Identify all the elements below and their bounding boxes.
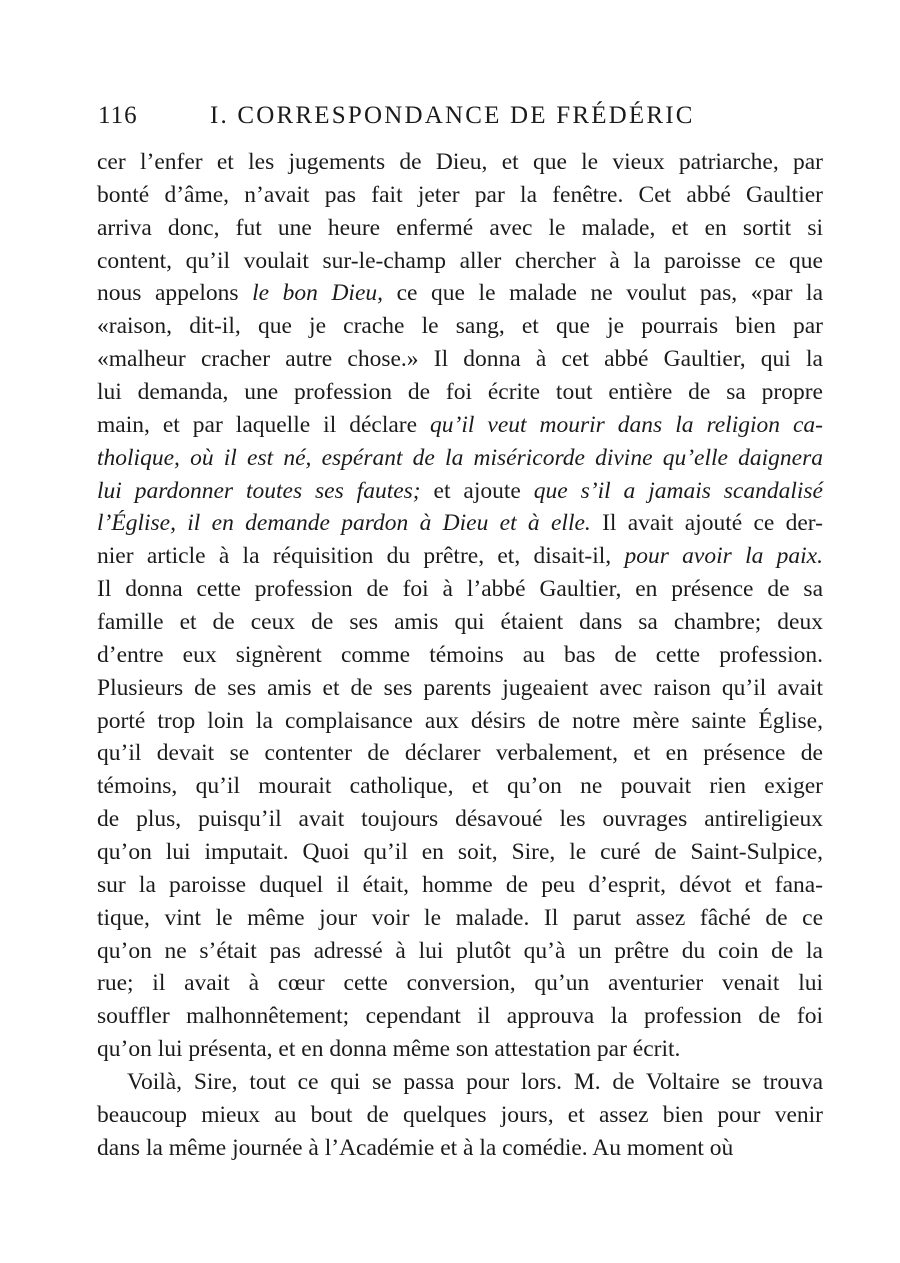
text-run: sur la paroisse duquel il était, homme de peu d’esprit, dévot et fana- [97, 871, 823, 898]
text-run: ce que le malade ne voulut pas, «par la [383, 280, 824, 307]
running-title: I. CORRESPONDANCE DE FRÉDÉRIC [210, 102, 695, 129]
text-line [97, 376, 823, 409]
text-line [97, 1132, 823, 1165]
body-text [97, 146, 823, 1165]
running-head [98, 100, 818, 132]
text-line [97, 639, 823, 672]
text-run: Plusieurs de ses amis et de ses parents jugeaient avec raison qu’il avait [97, 674, 823, 701]
text-run: famille et de ceux de ses amis qui étaient dans sa chambre; deux [97, 609, 823, 636]
text-line [97, 475, 823, 508]
text-line [97, 935, 823, 968]
text-line [97, 310, 823, 343]
text-line [97, 1066, 823, 1099]
text-run: nier article à la réquisition du prêtre, et, disait-il, [97, 543, 625, 570]
text-line [97, 179, 823, 212]
italic-text: l’Église, il en demande pardon à Dieu et à elle. [97, 510, 591, 537]
text-line [97, 967, 823, 1000]
text-line [97, 409, 823, 442]
text-run: qu’on ne s’était pas adressé à lui plutôt qu’à un prêtre du coin de la [97, 937, 823, 964]
text-run: qu’on lui imputait. Quoi qu’il en soit, Sire, le curé de Saint-Sulpice, [97, 839, 823, 866]
text-line [97, 770, 823, 803]
text-run: tique, vint le même jour voir le malade. Il parut assez fâché de ce [97, 904, 823, 931]
text-line [97, 507, 823, 540]
text-line [97, 1099, 823, 1132]
text-run: qu’il devait se contenter de déclarer verbalement, et en présence de [97, 740, 823, 767]
text-run: qu’on lui présenta, et en donna même son attestation par écrit. [97, 1036, 681, 1063]
text-run: «malheur cracher autre chose.» Il donna à cet abbé Gaultier, qui la [97, 346, 823, 373]
text-run: content, qu’il voulait sur-le-champ aller chercher à la paroisse ce que [97, 247, 823, 274]
text-line [97, 737, 823, 770]
text-run: beaucoup mieux au bout de quelques jours, et assez bien pour venir [97, 1101, 823, 1128]
text-line [97, 606, 823, 639]
text-run: et ajoute [420, 477, 534, 504]
italic-text: le bon Dieu, [252, 280, 384, 307]
text-line [97, 1000, 823, 1033]
text-run: arriva donc, fut une heure enfermé avec le malade, et en sortit si [97, 214, 823, 241]
text-line [97, 836, 823, 869]
text-line [97, 705, 823, 738]
text-line [97, 672, 823, 705]
text-run: Il donna cette profession de foi à l’abbé Gaultier, en présence de sa [97, 576, 823, 603]
text-run: d’entre eux signèrent comme témoins au bas de cette profession. [97, 641, 823, 668]
text-run: de plus, puisqu’il avait toujours désavoué les ouvrages antireligieux [97, 806, 823, 833]
text-run: Il avait ajouté ce der- [590, 510, 823, 537]
text-run: témoins, qu’il mourait catholique, et qu’on ne pouvait rien exiger [97, 773, 823, 800]
text-line [97, 573, 823, 606]
text-run: lui demanda, une profession de foi écrite tout entière de sa propre [97, 379, 823, 406]
text-run: nous appelons [97, 280, 253, 307]
page-number: 116 [98, 102, 138, 129]
text-line [97, 902, 823, 935]
italic-text: pour avoir la paix. [624, 543, 823, 570]
italic-text: que s’il a jamais scandalisé [533, 477, 823, 504]
text-line [97, 442, 823, 475]
text-line [97, 212, 823, 245]
text-run: rue; il avait à cœur cette conversion, qu’un aventurier venait lui [97, 970, 823, 997]
text-run: porté trop loin la complaisance aux désirs de notre mère sainte Église, [97, 707, 823, 734]
italic-text: lui pardonner toutes ses fautes; [97, 477, 421, 504]
text-run: main, et par laquelle il déclare [97, 411, 431, 438]
text-line [97, 1033, 823, 1066]
text-run: dans la même journée à l’Académie et à la comédie. Au moment où [97, 1134, 734, 1161]
text-line [97, 343, 823, 376]
text-line [97, 146, 823, 179]
text-run: souffler malhonnêtement; cependant il approuva la profession de foi [97, 1003, 823, 1030]
italic-text: tholique, où il est né, espérant de la miséricorde divine qu’elle daignera [97, 444, 823, 471]
italic-text: qu’il veut mourir dans la religion ca- [430, 411, 823, 438]
text-line [97, 869, 823, 902]
text-run: Voilà, Sire, tout ce qui se passa pour lors. M. de Voltaire se trouva [127, 1069, 823, 1096]
text-run: «raison, dit-il, que je crache le sang, et que je pourrais bien par [97, 313, 823, 340]
text-line [97, 803, 823, 836]
text-line [97, 540, 823, 573]
text-run: bonté d’âme, n’avait pas fait jeter par la fenêtre. Cet abbé Gaultier [97, 181, 823, 208]
text-run: cer l’enfer et les jugements de Dieu, et que le vieux patriarche, par [97, 149, 823, 175]
text-line [97, 277, 823, 310]
text-line [97, 245, 823, 278]
